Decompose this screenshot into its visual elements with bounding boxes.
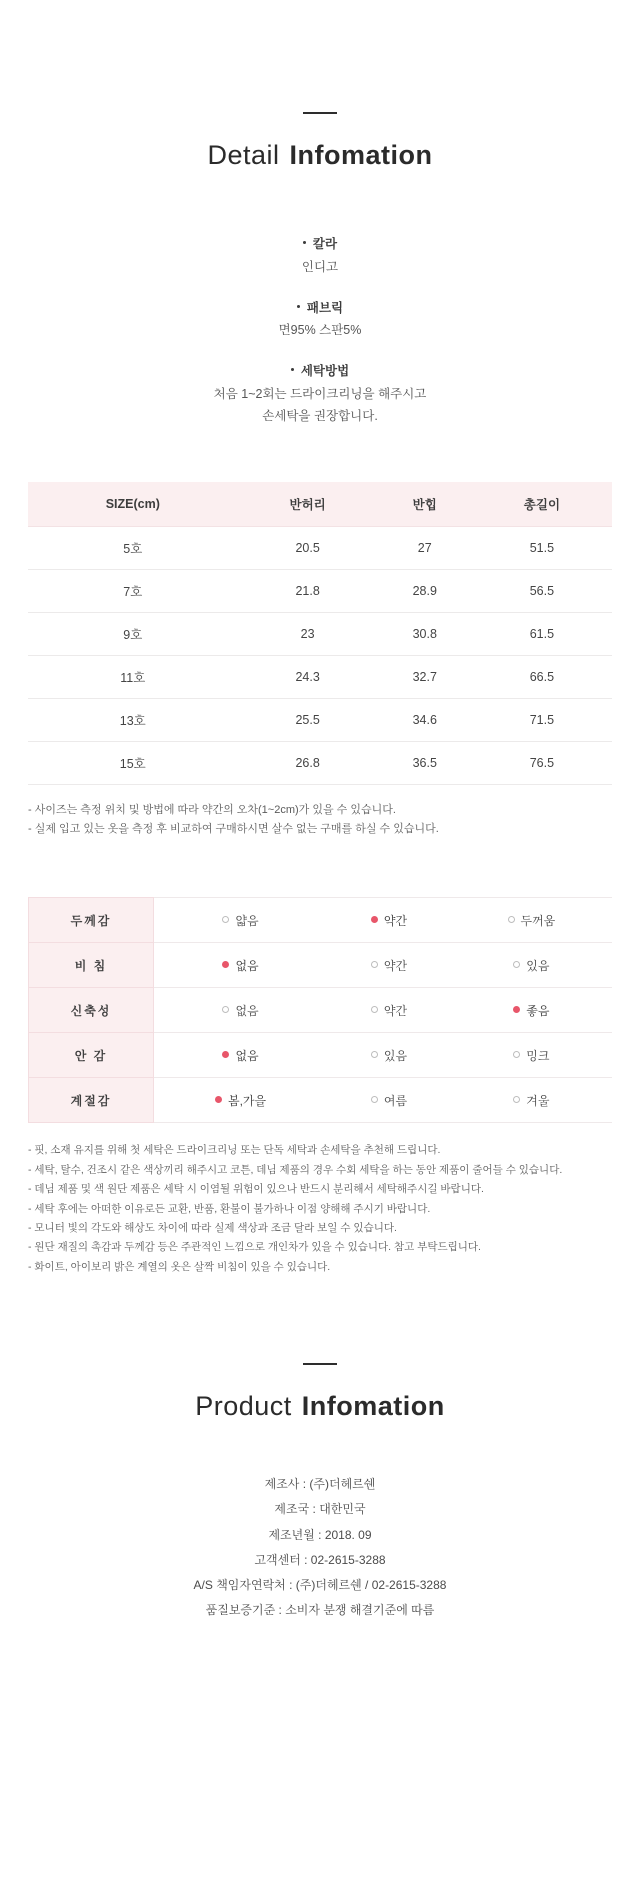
attribute-option[interactable] xyxy=(451,1033,612,1078)
title-light-text: Product xyxy=(195,1391,292,1422)
product-info-row: 품질보증기준 : 소비자 분쟁 해결기준에 따름 xyxy=(205,1603,435,1618)
size-cell: 13호 xyxy=(28,698,238,741)
attribute-option-label: 약간 xyxy=(383,913,408,928)
size-cell: 28.9 xyxy=(378,569,472,612)
radio-on-icon[interactable] xyxy=(222,961,229,968)
product-info-row: 고객센터 : 02-2615-3288 xyxy=(254,1552,386,1567)
size-table-header-cell: 반허리 xyxy=(238,482,378,527)
radio-off-icon[interactable] xyxy=(222,916,229,923)
caution-line: - 핏, 소재 유지를 위해 첫 세탁은 드라이크리닝 또는 단독 세탁과 손세탁을 추천해 드립니다. xyxy=(28,1144,441,1157)
attribute-option-label: 봄,가을 xyxy=(228,1093,267,1108)
table-row xyxy=(29,988,613,1033)
caution-line: - 세탁 후에는 아떠한 이유로든 교환, 반품, 환불이 불가하나 이점 양해해 주시기 바랍니다. xyxy=(28,1202,431,1215)
attribute-option-label: 약간 xyxy=(383,1003,408,1018)
attribute-option[interactable] xyxy=(154,943,328,988)
attribute-name: 안 감 xyxy=(29,1033,154,1078)
product-info-row: 제조년월 : 2018. 09 xyxy=(268,1527,372,1542)
radio-off-icon[interactable] xyxy=(371,1006,378,1013)
size-cell: 56.5 xyxy=(472,569,612,612)
product-info-list xyxy=(0,1472,640,1709)
attribute-option-label: 좋음 xyxy=(526,1003,550,1018)
table-row xyxy=(28,569,612,612)
caution-list xyxy=(28,1141,612,1277)
size-cell: 5호 xyxy=(28,526,238,569)
size-table xyxy=(28,482,612,785)
table-row xyxy=(28,741,612,784)
size-table-header-cell: 반힙 xyxy=(378,482,472,527)
bullet-icon xyxy=(291,368,294,371)
size-cell: 11호 xyxy=(28,655,238,698)
attribute-table-wrap xyxy=(28,897,612,1123)
radio-off-icon[interactable] xyxy=(513,1096,520,1103)
size-cell: 30.8 xyxy=(378,612,472,655)
attribute-name: 비 침 xyxy=(29,943,154,988)
caution-line: - 모니터 빛의 각도와 해상도 차이에 따라 실제 색상과 조금 달라 보일 수 있습니다. xyxy=(28,1221,397,1234)
radio-off-icon[interactable] xyxy=(371,1051,378,1058)
size-cell: 71.5 xyxy=(472,698,612,741)
attribute-option-label: 밍크 xyxy=(526,1048,550,1063)
product-section-title xyxy=(0,1391,640,1422)
info-label xyxy=(0,297,640,321)
attribute-option[interactable] xyxy=(451,898,612,943)
attribute-option[interactable] xyxy=(327,898,451,943)
attribute-option[interactable] xyxy=(327,943,451,988)
size-table-body xyxy=(28,526,612,784)
bullet-icon xyxy=(303,241,306,244)
attribute-table-body xyxy=(29,898,613,1123)
product-information-heading xyxy=(0,1277,640,1422)
attribute-option[interactable] xyxy=(154,1033,328,1078)
size-table-header-cell: SIZE(cm) xyxy=(28,482,238,527)
radio-off-icon[interactable] xyxy=(513,1051,520,1058)
attribute-option[interactable] xyxy=(154,988,328,1033)
size-cell: 25.5 xyxy=(238,698,378,741)
radio-on-icon[interactable] xyxy=(222,1051,229,1058)
product-info-row: 제조사 : (주)더헤르쉔 xyxy=(264,1477,376,1492)
attribute-option[interactable] xyxy=(451,1078,612,1123)
size-cell: 9호 xyxy=(28,612,238,655)
info-label xyxy=(0,233,640,257)
caution-line: - 화이트, 아이보리 밝은 계열의 옷은 살짝 비침이 있을 수 있습니다. xyxy=(28,1260,331,1273)
attribute-option-label: 약간 xyxy=(383,958,408,973)
attribute-option-label: 없음 xyxy=(235,958,259,973)
size-cell: 26.8 xyxy=(238,741,378,784)
page-title xyxy=(0,140,640,171)
table-row xyxy=(29,1078,613,1123)
radio-on-icon[interactable] xyxy=(513,1006,520,1013)
attribute-option[interactable] xyxy=(451,988,612,1033)
table-row xyxy=(28,655,612,698)
attribute-option-label: 얇음 xyxy=(235,913,259,928)
bullet-icon xyxy=(297,305,300,308)
attribute-name: 두께감 xyxy=(29,898,154,943)
attribute-option[interactable] xyxy=(451,943,612,988)
size-table-wrap xyxy=(28,482,612,785)
info-label-text: 세탁방법 xyxy=(300,364,350,379)
info-group-washing xyxy=(0,360,640,428)
attribute-option[interactable] xyxy=(327,1078,451,1123)
heading-divider xyxy=(303,112,337,114)
title-light-text: Detail xyxy=(207,140,280,170)
size-cell: 66.5 xyxy=(472,655,612,698)
attribute-option-label: 없음 xyxy=(235,1048,259,1063)
info-value: 면95% 스판5% xyxy=(278,323,362,338)
size-cell: 24.3 xyxy=(238,655,378,698)
size-cell: 15호 xyxy=(28,741,238,784)
radio-off-icon[interactable] xyxy=(371,961,378,968)
attribute-option-label: 겨울 xyxy=(526,1093,550,1108)
product-info-row: 제조국 : 대한민국 xyxy=(274,1502,366,1517)
size-cell: 7호 xyxy=(28,569,238,612)
info-label-text: 칼라 xyxy=(312,237,338,251)
size-note-line: - 실제 입고 있는 옷을 측정 후 비교하여 구매하시면 살수 없는 구매를 하실 수 있습니다. xyxy=(28,823,439,835)
info-label-text: 패브릭 xyxy=(306,300,344,315)
caution-line: - 데님 제품 및 색 원단 제품은 세탁 시 이염될 위험이 있으나 반드시 분리해서 세탁해주시길 바랍니다. xyxy=(28,1183,484,1196)
size-cell: 27 xyxy=(378,526,472,569)
attribute-option[interactable] xyxy=(154,898,328,943)
table-row xyxy=(29,943,613,988)
info-group-color xyxy=(0,233,640,279)
info-value: 처음 1~2회는 드라이크리닝을 해주시고 손세탁을 권장합니다. xyxy=(213,387,427,423)
size-cell: 36.5 xyxy=(378,741,472,784)
size-cell: 20.5 xyxy=(238,526,378,569)
attribute-option-label: 없음 xyxy=(235,1003,259,1018)
size-cell: 34.6 xyxy=(378,698,472,741)
attribute-option[interactable] xyxy=(154,1078,328,1123)
size-table-head xyxy=(28,482,612,527)
radio-off-icon[interactable] xyxy=(371,1096,378,1103)
info-value: 인디고 xyxy=(301,259,339,274)
size-cell: 21.8 xyxy=(238,569,378,612)
info-group-fabric xyxy=(0,297,640,343)
table-row xyxy=(28,612,612,655)
size-cell: 61.5 xyxy=(472,612,612,655)
detail-information-heading xyxy=(0,0,640,171)
size-table-header-cell: 총길이 xyxy=(472,482,612,527)
table-row xyxy=(28,526,612,569)
table-row xyxy=(29,1033,613,1078)
radio-on-icon[interactable] xyxy=(215,1096,222,1103)
attribute-option[interactable] xyxy=(327,988,451,1033)
attribute-option[interactable] xyxy=(327,1033,451,1078)
caution-line: - 세탁, 탈수, 건조시 같은 색상끼리 해주시고 코튼, 데님 제품의 경우 수회 세탁을 하는 동안 제품이 줄어들 수 있습니다. xyxy=(28,1163,563,1176)
size-notes xyxy=(28,801,612,840)
radio-off-icon[interactable] xyxy=(508,916,515,923)
attribute-option-label: 있음 xyxy=(526,958,550,973)
caution-line: - 원단 재질의 촉감과 두께감 등은 주관적인 느낌으로 개인차가 있을 수 있습니다. 참고 부탁드립니다. xyxy=(28,1241,481,1254)
radio-on-icon[interactable] xyxy=(371,916,378,923)
table-header-row xyxy=(28,482,612,527)
radio-off-icon[interactable] xyxy=(513,961,520,968)
size-cell: 76.5 xyxy=(472,741,612,784)
attribute-name: 계절감 xyxy=(29,1078,154,1123)
title-bold-text: Infomation xyxy=(301,1391,445,1422)
heading-divider xyxy=(303,1363,337,1365)
attribute-option-label: 두꺼움 xyxy=(520,913,556,928)
fabric-info-block xyxy=(0,233,640,428)
radio-off-icon[interactable] xyxy=(222,1006,229,1013)
table-row xyxy=(28,698,612,741)
attribute-name: 신축성 xyxy=(29,988,154,1033)
attribute-table xyxy=(28,897,612,1123)
size-cell: 51.5 xyxy=(472,526,612,569)
table-row xyxy=(29,898,613,943)
attribute-option-label: 있음 xyxy=(383,1048,408,1063)
info-label xyxy=(0,360,640,384)
product-info-row: A/S 책임자연락처 : (주)더헤르쉔 / 02-2615-3288 xyxy=(193,1577,447,1592)
size-cell: 23 xyxy=(238,612,378,655)
size-cell: 32.7 xyxy=(378,655,472,698)
size-note-line: - 사이즈는 측정 위치 및 방법에 따라 약간의 오차(1~2cm)가 있을 수 있습니다. xyxy=(28,803,396,816)
title-bold-text: Infomation xyxy=(289,140,433,170)
attribute-option-label: 여름 xyxy=(383,1093,408,1108)
